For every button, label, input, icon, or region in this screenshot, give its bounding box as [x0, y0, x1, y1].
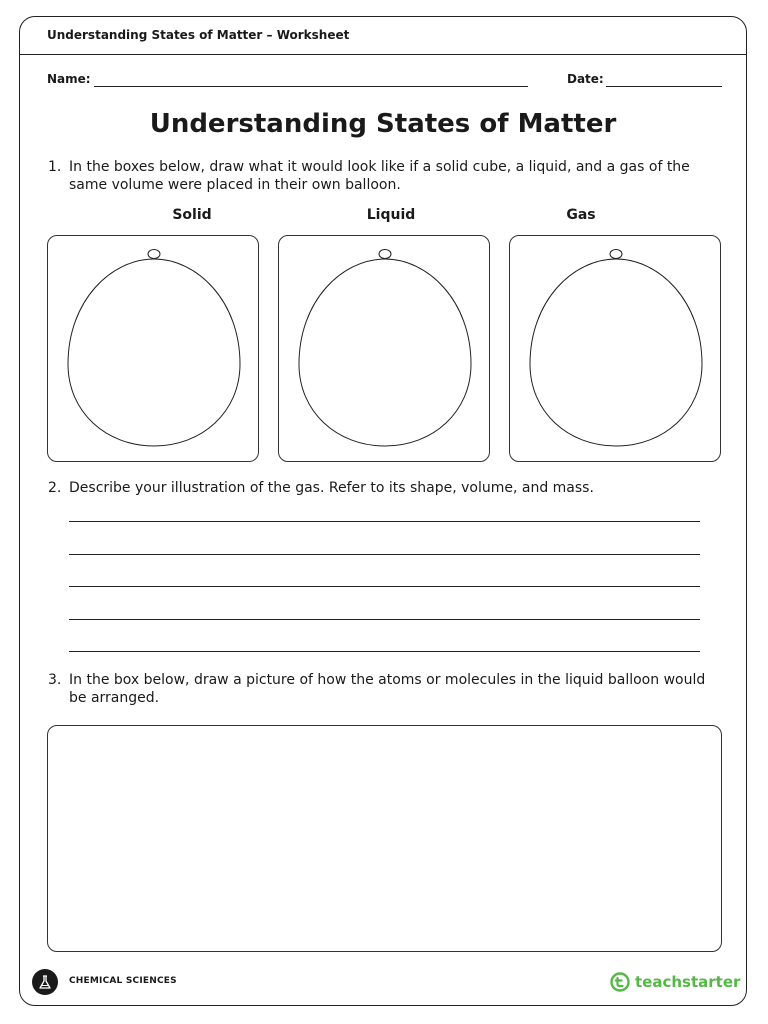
answer-line[interactable] — [69, 521, 700, 522]
footer-category: CHEMICAL SCIENCES — [69, 976, 177, 986]
question-3-text: In the box below, draw a picture of how the atoms or molecules in the liquid balloon would be arranged. — [69, 672, 706, 706]
brand-name: teachstarter — [635, 973, 741, 991]
flask-icon — [32, 969, 58, 995]
question-3-number: 3. — [48, 672, 62, 688]
worksheet-page — [19, 16, 747, 1006]
date-label: Date: — [567, 72, 604, 86]
drawing-box-molecules[interactable] — [47, 725, 722, 952]
drawing-box-solid[interactable] — [47, 235, 259, 462]
page-title: Understanding States of Matter — [149, 109, 617, 139]
answer-line[interactable] — [69, 619, 700, 620]
question-1-number: 1. — [48, 159, 62, 175]
balloon-icon — [510, 236, 722, 463]
name-date-row — [47, 72, 720, 90]
drawing-box-liquid[interactable] — [278, 235, 490, 462]
question-2-text: Describe your illustration of the gas. Refer to its shape, volume, and mass. — [69, 480, 594, 496]
brand-logo — [610, 971, 741, 993]
drawing-box-gas[interactable] — [509, 235, 721, 462]
answer-line[interactable] — [69, 586, 700, 587]
worksheet-header — [20, 17, 746, 55]
date-field-line[interactable] — [606, 86, 722, 87]
answer-line[interactable] — [69, 554, 700, 555]
box-label-solid: Solid — [172, 207, 212, 223]
balloon-icon — [279, 236, 491, 463]
name-label: Name: — [47, 72, 91, 86]
answer-line[interactable] — [69, 651, 700, 652]
name-field-line[interactable] — [94, 86, 528, 87]
header-title: Understanding States of Matter – Worksheet — [47, 28, 350, 42]
balloon-icon — [48, 236, 260, 463]
box-label-gas: Gas — [566, 207, 596, 223]
teachstarter-logo-icon — [610, 972, 630, 992]
question-2-number: 2. — [48, 480, 62, 496]
question-1-text: In the boxes below, draw what it would look like if a solid cube, a liquid, and a gas of the same volume were placed in their own balloon. — [69, 159, 690, 193]
box-label-liquid: Liquid — [366, 207, 416, 223]
